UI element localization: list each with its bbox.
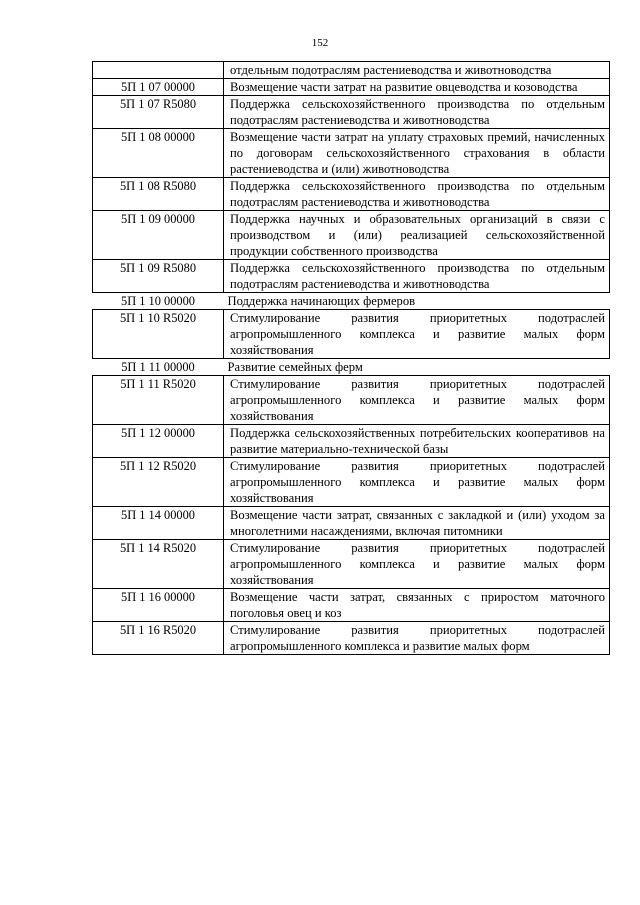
- row-code: 5П 1 14 R5020: [93, 540, 224, 589]
- table-row: [93, 129, 610, 178]
- table-row: [93, 293, 610, 310]
- row-description: Стимулирование развития приоритетных подотраслей агропромышленного комплекса и развитие малых форм хозяйствования: [224, 458, 610, 507]
- table-row: [93, 589, 610, 622]
- row-code: 5П 1 07 00000: [93, 79, 224, 96]
- row-code: 5П 1 11 00000: [121, 360, 195, 374]
- table-row: [93, 178, 610, 211]
- row-description: Поддержка сельскохозяйственного производства по отдельным подотраслям растениеводства и животноводства: [224, 96, 610, 129]
- table-row: [93, 359, 610, 376]
- row-code: 5П 1 08 00000: [93, 129, 224, 178]
- row-code: 5П 1 12 00000: [93, 425, 224, 458]
- row-code: 5П 1 12 R5020: [93, 458, 224, 507]
- row-code: 5П 1 09 R5080: [93, 260, 224, 293]
- row-description: Поддержка сельскохозяйственных потребительских кооперативов на развитие материально-технической базы: [224, 425, 610, 458]
- row-code: 5П 1 10 00000: [121, 294, 195, 308]
- row-description: Поддержка научных и образовательных организаций в связи с производством и (или) реализацией сельскохозяйственной продукции собственного производства: [224, 211, 610, 260]
- table-row: [93, 96, 610, 129]
- table-row: [93, 458, 610, 507]
- budget-classification-table: [92, 61, 610, 655]
- row-code: 5П 1 16 00000: [93, 589, 224, 622]
- row-code: [93, 62, 224, 79]
- table-row: [93, 376, 610, 425]
- table-row: [93, 211, 610, 260]
- row-description: Развитие семейных ферм: [227, 360, 363, 374]
- row-code: 5П 1 11 R5020: [93, 376, 224, 425]
- table-row: [93, 622, 610, 655]
- row-code: 5П 1 10 R5020: [93, 310, 224, 359]
- table-row: [93, 507, 610, 540]
- table-body: [93, 62, 610, 655]
- row-code: 5П 1 09 00000: [93, 211, 224, 260]
- table-row: [93, 540, 610, 589]
- page-number: 152: [311, 37, 329, 49]
- table-row: [93, 310, 610, 359]
- row-description: отдельным подотраслям растениеводства и животноводства: [224, 62, 610, 79]
- row-description: Поддержка сельскохозяйственного производства по отдельным подотраслям растениеводства и животноводства: [224, 178, 610, 211]
- row-description: Поддержка сельскохозяйственного производства по отдельным подотраслям растениеводства и животноводства: [224, 260, 610, 293]
- table-row: [93, 425, 610, 458]
- row-description: Стимулирование развития приоритетных подотраслей агропромышленного комплекса и развитие малых форм: [224, 622, 610, 655]
- row-code: 5П 1 14 00000: [93, 507, 224, 540]
- row-description: Возмещение части затрат, связанных с закладкой и (или) уходом за многолетними насаждениями, включая питомники: [224, 507, 610, 540]
- row-description: Поддержка начинающих фермеров: [227, 294, 416, 308]
- row-description: Стимулирование развития приоритетных подотраслей агропромышленного комплекса и развитие малых форм хозяйствования: [224, 540, 610, 589]
- row-description: Стимулирование развития приоритетных подотраслей агропромышленного комплекса и развитие малых форм хозяйствования: [224, 376, 610, 425]
- row-description: Возмещение части затрат на уплату страховых премий, начисленных по договорам сельскохозяйственного страхования в области растениеводства и (или) животноводства: [224, 129, 610, 178]
- table-row: [93, 79, 610, 96]
- table-row: [93, 62, 610, 79]
- row-description: Стимулирование развития приоритетных подотраслей агропромышленного комплекса и развитие малых форм хозяйствования: [224, 310, 610, 359]
- row-description: Возмещение части затрат на развитие овцеводства и козоводства: [224, 79, 610, 96]
- table-row: [93, 260, 610, 293]
- row-code: 5П 1 07 R5080: [93, 96, 224, 129]
- row-description: Возмещение части затрат, связанных с приростом маточного поголовья овец и коз: [224, 589, 610, 622]
- row-code: 5П 1 08 R5080: [93, 178, 224, 211]
- row-code: 5П 1 16 R5020: [93, 622, 224, 655]
